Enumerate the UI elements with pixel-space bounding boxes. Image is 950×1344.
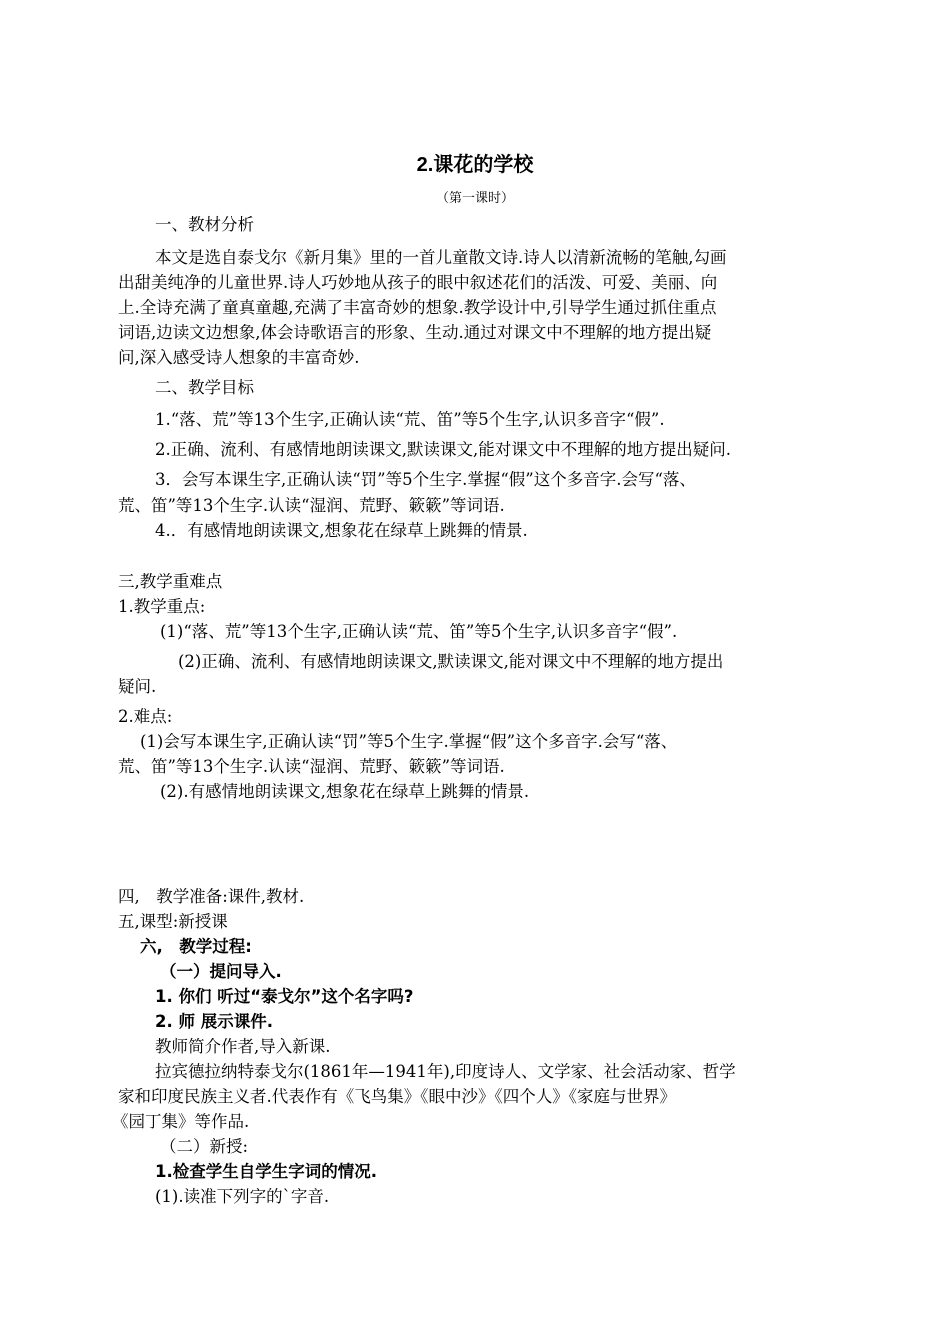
section-heading: 五,课型:新授课 [118,912,228,931]
list-item: (1).读准下列字的`字音. [155,1187,330,1206]
section-heading: 一、教材分析 [155,215,254,234]
list-item: 1.检查学生自学生字词的情况. [155,1162,378,1181]
subheading: （二）新授: [160,1137,249,1156]
list-item: 荒、笛”等13个生字.认读“湿润、荒野、簌簌”等词语. [118,496,505,515]
list-item: 4.．有感情地朗读课文,想象花在绿草上跳舞的情景. [155,521,528,540]
paragraph-line: 拉宾德拉纳特泰戈尔(1861年—1941年),印度诗人、文学家、社会活动家、哲学 [155,1062,736,1081]
subheading: 1.教学重点: [118,597,206,616]
subheading: 2.难点: [118,707,173,726]
paragraph-line: 家和印度民族主义者.代表作有《飞鸟集》《眼中沙》《四个人》《家庭与世界》 [118,1087,676,1106]
list-item: 3．会写本课生字,正确认读“罚”等5个生字.掌握“假”这个多音字.会写“落、 [155,470,696,489]
paragraph-line: 《园丁集》等作品. [112,1112,250,1131]
list-item: 疑问. [118,677,157,696]
list-item: 2.正确、流利、有感情地朗读课文,默读课文,能对课文中不理解的地方提出疑问. [155,440,731,459]
page-subtitle: （第一课时） [435,191,514,206]
list-item: 荒、笛”等13个生字.认读“湿润、荒野、簌簌”等词语. [118,757,505,776]
list-item: 1.“落、荒”等13个生字,正确认读“荒、笛”等5个生字,认识多音字“假”. [155,410,665,429]
section-heading: 三,教学重难点 [118,572,223,591]
paragraph-line: 上.全诗充满了童真童趣,充满了丰富奇妙的想象.教学设计中,引导学生通过抓住重点 [118,298,717,317]
subheading: （一）提问导入. [160,962,282,981]
paragraph-line: 出甜美纯净的儿童世界.诗人巧妙地从孩子的眼中叙述花们的活泼、可爱、美丽、向 [118,273,718,292]
list-item: (1)会写本课生字,正确认读“罚”等5个生字.掌握“假”这个多音字.会写“落、 [140,732,678,751]
page-title: 2.课花的学校 [416,154,534,176]
paragraph-line: 教师简介作者,导入新课. [155,1037,331,1056]
list-item: 1. 你们 听过“泰戈尔”这个名字吗? [155,987,414,1006]
section-heading: 二、教学目标 [155,378,254,397]
section-heading: 四, 教学准备:课件,教材. [118,887,305,906]
paragraph-line: 词语,边读文边想象,体会诗歌语言的形象、生动.通过对课文中不理解的地方提出疑 [118,323,712,342]
list-item: (1)“落、荒”等13个生字,正确认读“荒、笛”等5个生字,认识多音字“假”. [160,622,678,641]
list-item: 2. 师 展示课件. [155,1012,274,1031]
paragraph-line: 问,深入感受诗人想象的丰富奇妙. [118,348,360,367]
list-item: (2).有感情地朗读课文,想象花在绿草上跳舞的情景. [160,782,530,801]
section-heading: 六, 教学过程: [140,937,252,956]
paragraph-line: 本文是选自泰戈尔《新月集》里的一首儿童散文诗.诗人以清新流畅的笔触,勾画 [155,248,727,267]
list-item: (2)正确、流利、有感情地朗读课文,默读课文,能对课文中不理解的地方提出 [178,652,724,671]
